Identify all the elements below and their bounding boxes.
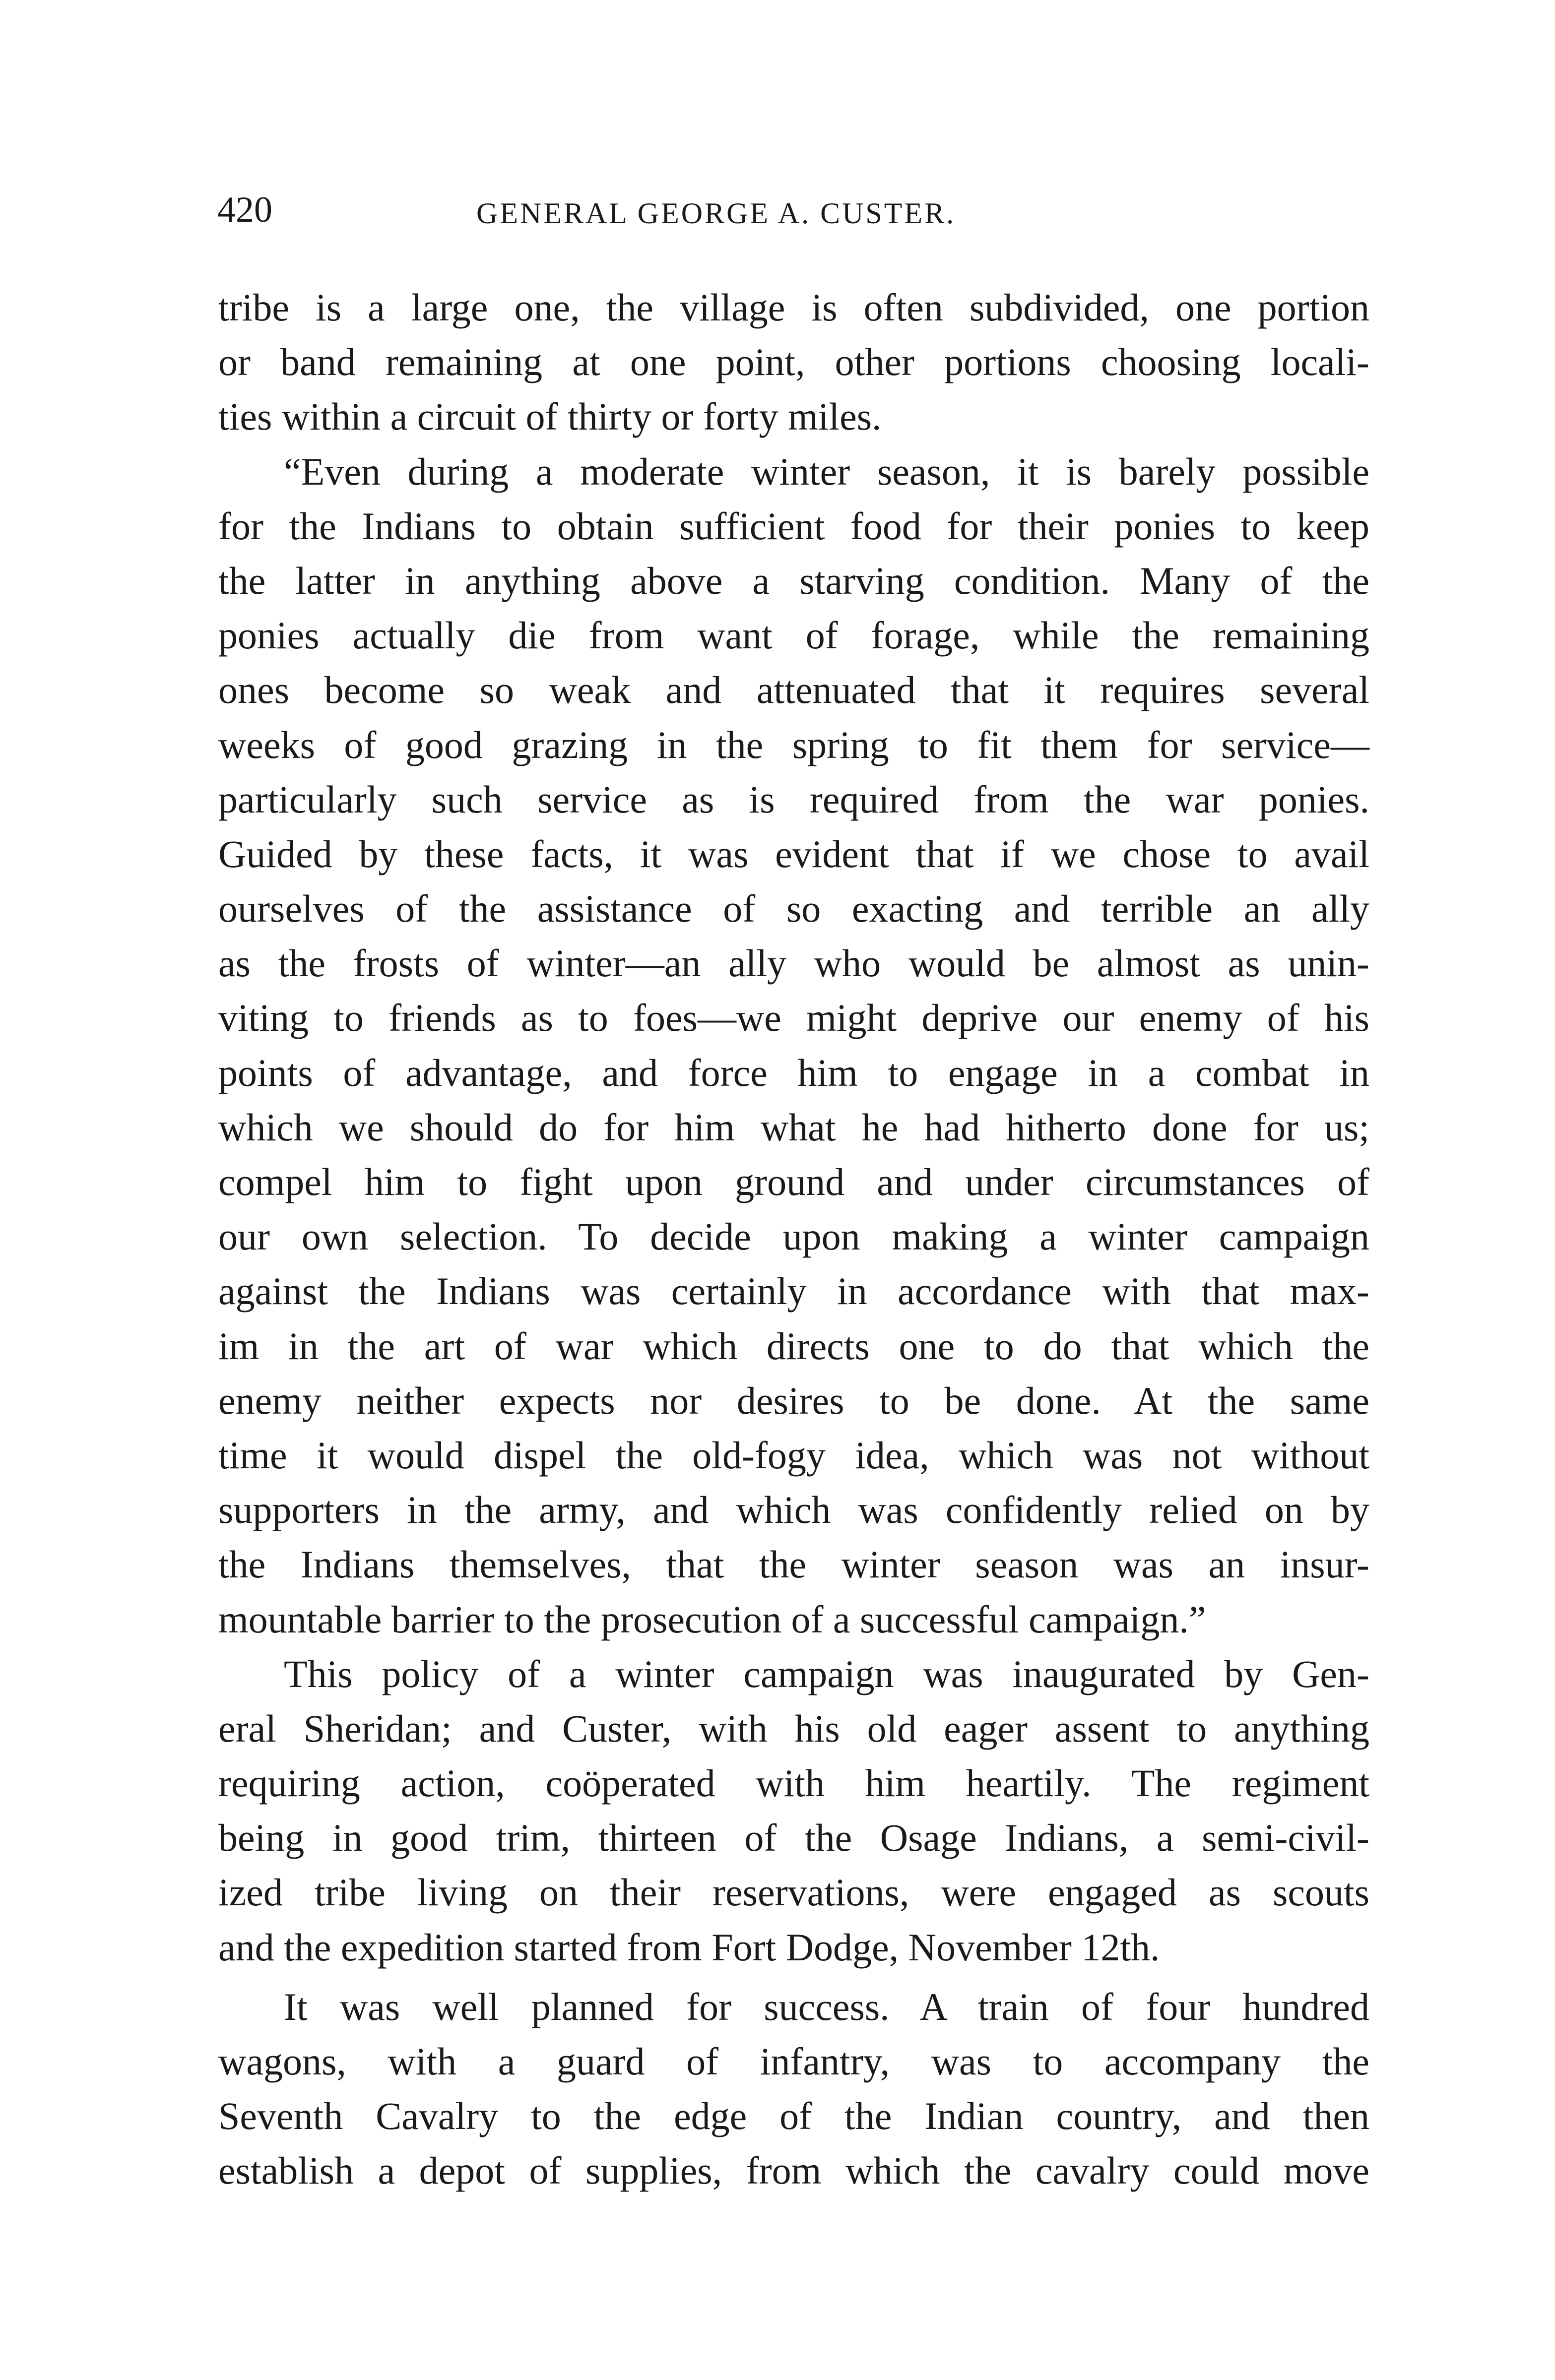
text-line: viting to friends as to foes—we might deprive our enemy of his xyxy=(218,996,1369,1040)
text-line: enemy neither expects nor desires to be done. At the same xyxy=(218,1378,1369,1422)
paragraph-4 xyxy=(218,1980,1369,2198)
text-line: our own selection. To decide upon making a winter campaign xyxy=(218,1215,1369,1258)
text-line: Guided by these facts, it was evident that if we chose to avail xyxy=(218,832,1369,876)
text-line: ones become so weak and attenuated that it requires several xyxy=(218,668,1369,712)
text-line: and the expedition started from Fort Dodge, November 12th. xyxy=(218,1925,1160,1969)
text-line: ties within a circuit of thirty or forty miles. xyxy=(218,395,882,438)
text-line: ponies actually die from want of forage, while the remaining xyxy=(218,614,1369,657)
text-line: requiring action, coöperated with him heartily. The regiment xyxy=(218,1761,1369,1805)
text-line: ourselves of the assistance of so exacting and terrible an ally xyxy=(218,887,1369,931)
text-line: im in the art of war which directs one to do that which the xyxy=(218,1324,1369,1368)
page-number: 420 xyxy=(217,189,272,230)
text-line: eral Sheridan; and Custer, with his old eager assent to anything xyxy=(218,1706,1369,1750)
running-head: GENERAL GEORGE A. CUSTER. xyxy=(476,197,956,230)
text-line: being in good trim, thirteen of the Osage Indians, a semi-civil- xyxy=(218,1816,1369,1860)
paragraph-1 xyxy=(218,280,1369,444)
text-line: the latter in anything above a starving condition. Many of the xyxy=(218,559,1369,602)
text-line: as the frosts of winter—an ally who would be almost as unin- xyxy=(218,941,1369,985)
text-line: establish a depot of supplies, from which the cavalry could move xyxy=(218,2149,1369,2192)
text-line: for the Indians to obtain sufficient food for their ponies to keep xyxy=(218,504,1369,548)
text-line: time it would dispel the old-fogy idea, which was not without xyxy=(218,1433,1369,1477)
text-line: which we should do for him what he had hitherto done for us; xyxy=(218,1105,1369,1149)
text-line: “Even during a moderate winter season, it is barely possible xyxy=(284,449,1369,493)
text-line: the Indians themselves, that the winter season was an insur- xyxy=(218,1543,1369,1586)
body-text xyxy=(218,280,1369,2198)
text-line: ized tribe living on their reservations, were engaged as scouts xyxy=(218,1871,1369,1914)
text-line: against the Indians was certainly in accordance with that max- xyxy=(218,1269,1369,1313)
text-line: weeks of good grazing in the spring to fit them for service— xyxy=(218,723,1369,766)
paragraph-3 xyxy=(218,1647,1369,1975)
text-line: wagons, with a guard of infantry, was to accompany the xyxy=(218,2040,1369,2083)
text-line: tribe is a large one, the village is often subdivided, one portion xyxy=(218,286,1369,329)
text-line: It was well planned for success. A train of four hundred xyxy=(284,1985,1369,2028)
text-line: supporters in the army, and which was confidently relied on by xyxy=(218,1488,1369,1532)
paragraph-2 xyxy=(218,444,1369,1647)
text-line: or band remaining at one point, other portions choosing locali- xyxy=(218,340,1369,384)
text-line: This policy of a winter campaign was inaugurated by Gen- xyxy=(284,1652,1369,1695)
text-line: mountable barrier to the prosecution of a successful campaign.” xyxy=(218,1597,1206,1641)
text-line: points of advantage, and force him to engage in a combat in xyxy=(218,1051,1369,1094)
text-line: compel him to fight upon ground and under circumstances of xyxy=(218,1160,1369,1203)
text-line: Seventh Cavalry to the edge of the Indian country, and then xyxy=(218,2094,1369,2138)
text-line: particularly such service as is required from the war ponies. xyxy=(218,777,1369,821)
